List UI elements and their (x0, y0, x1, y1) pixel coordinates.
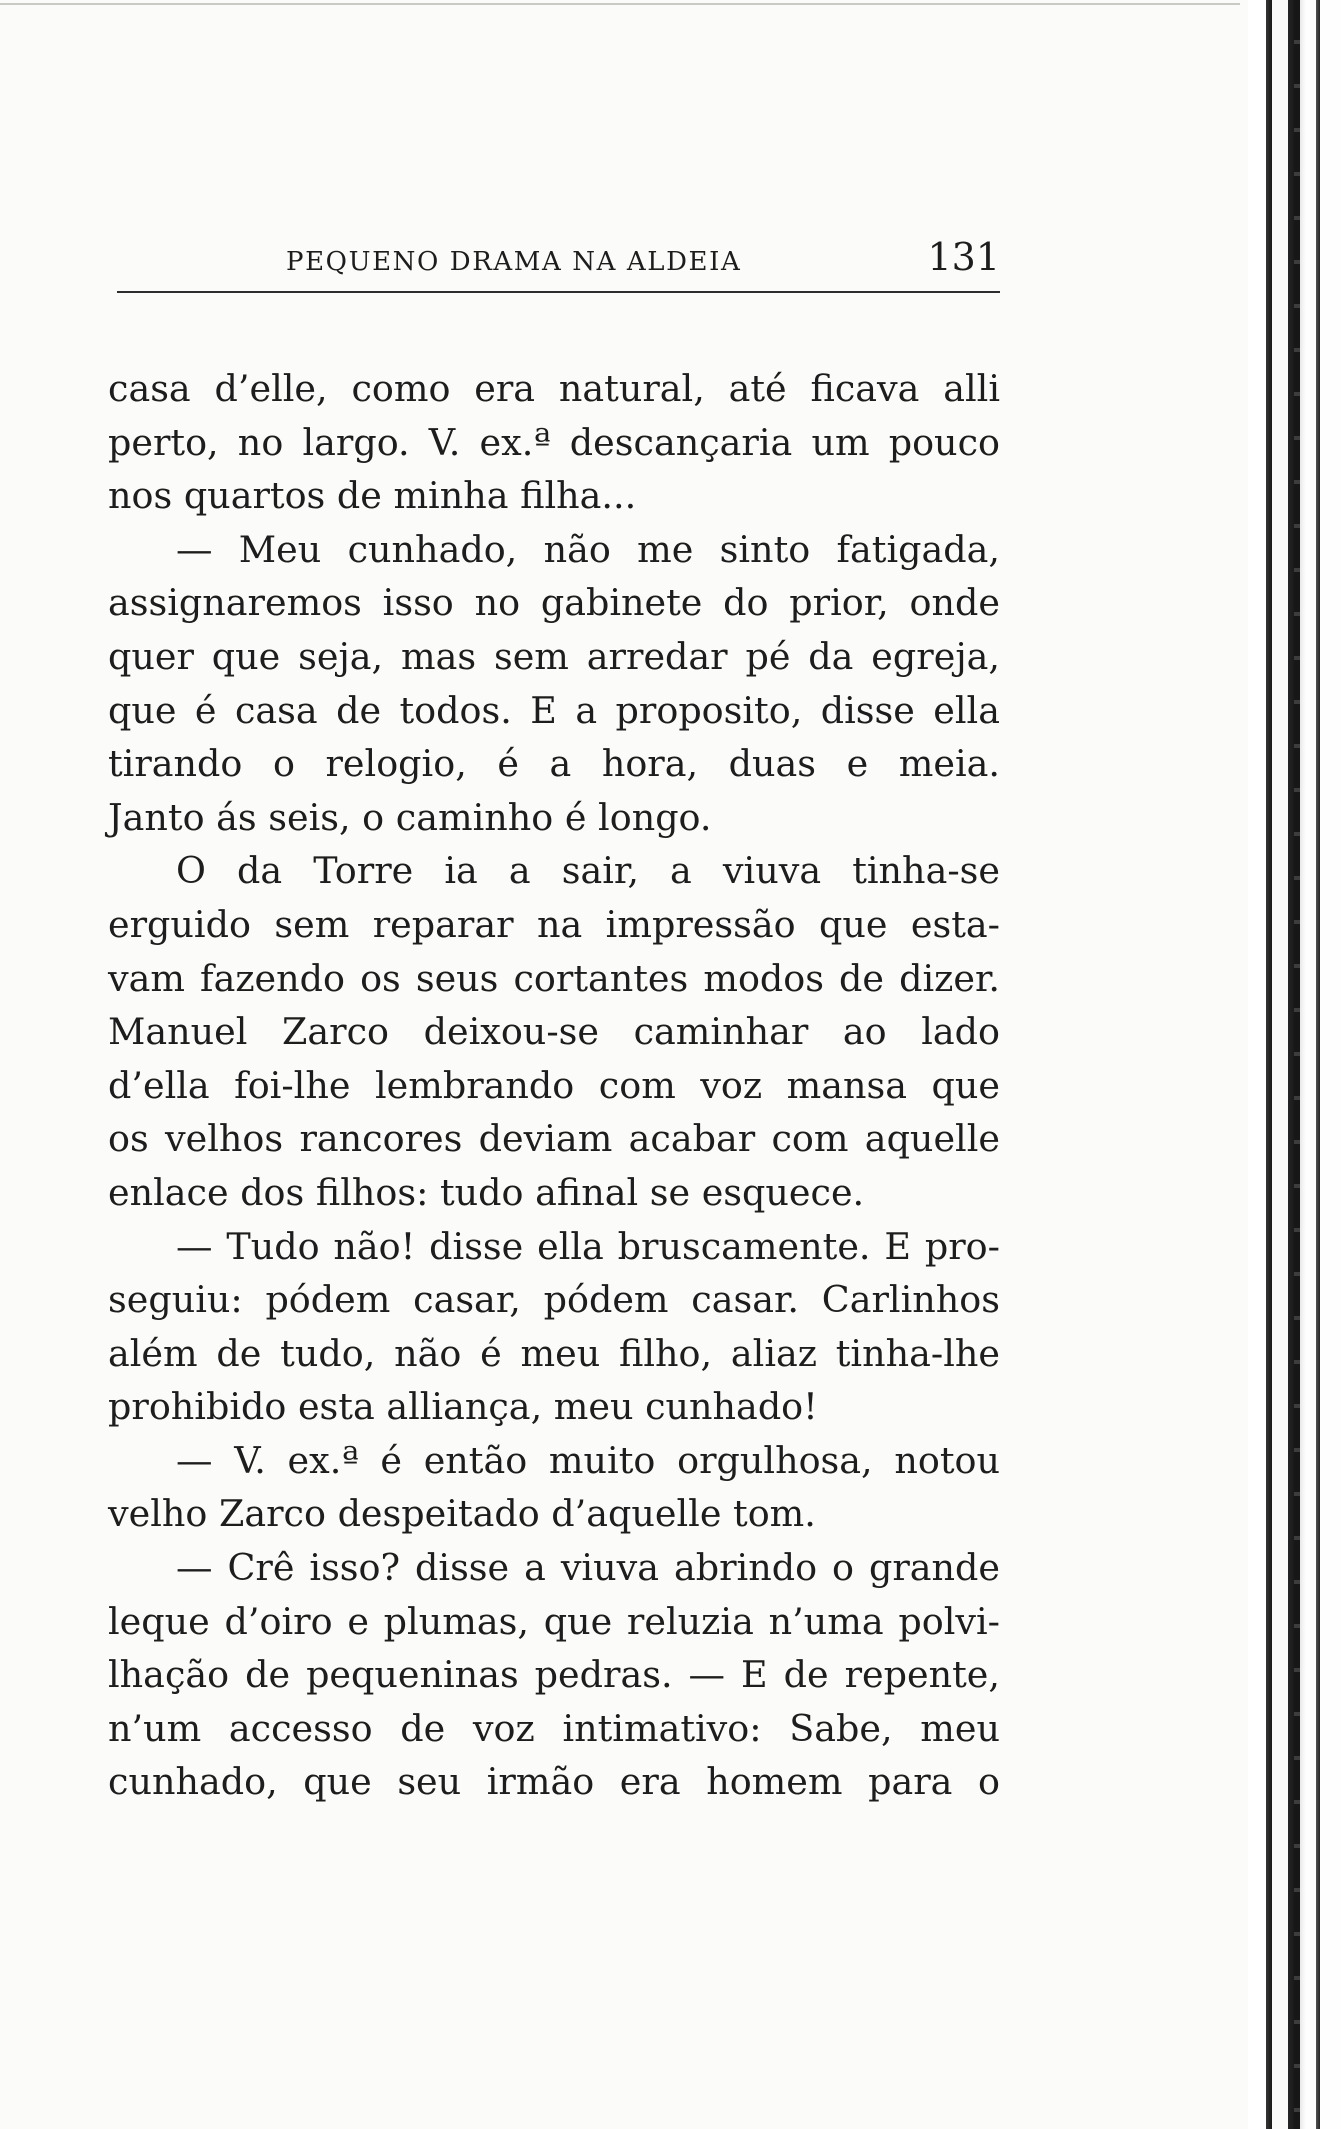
text-line: prohibido esta alliança, meu cunhado! (108, 1385, 818, 1429)
text-line: enlace dos filhos: tudo afinal se esquece. (108, 1170, 865, 1214)
page-edge-shadow (1248, 0, 1341, 2129)
header-rule (117, 291, 1000, 293)
text-line: casa d’elle, como era natural, até ficava alli (108, 367, 1000, 410)
text-line: lhação de pequeninas pedras. — E de repente, (108, 1653, 1000, 1697)
text-line: os velhos rancores deviam acabar com aquelle (108, 1117, 1000, 1161)
page-number: 131 (927, 235, 1000, 279)
text-line: — Tudo não! disse ella bruscamente. E pro- (176, 1224, 1000, 1268)
scan-top-edge (0, 3, 1240, 5)
text-line: Janto ás seis, o caminho é longo. (108, 795, 712, 839)
text-line: perto, no largo. V. ex.ª descançaria um pouco (108, 420, 1000, 464)
text-line: O da Torre ia a sair, a viuva tinha-se (176, 849, 1000, 893)
text-line: — Meu cunhado, não me sinto fatigada, (176, 527, 1000, 571)
body-text (108, 362, 1000, 1809)
text-line: quer que seja, mas sem arredar pé da egreja, (108, 634, 1000, 678)
text-line: tirando o relogio, é a hora, duas e meia. (108, 742, 1000, 786)
running-title: PEQUENO DRAMA NA ALDEIA (286, 247, 742, 277)
text-line: Manuel Zarco deixou-se caminhar ao lado (108, 1010, 1000, 1054)
text-line: que é casa de todos. E a proposito, disse ella (108, 688, 1000, 732)
text-line: — V. ex.ª é então muito orgulhosa, notou (176, 1438, 1000, 1482)
page-header (286, 235, 1000, 287)
text-line: — Crê isso? disse a viuva abrindo o grande (176, 1546, 1000, 1590)
text-line: seguiu: pódem casar, pódem casar. Carlinhos (108, 1278, 1000, 1322)
text-line: cunhado, que seu irmão era homem para o (108, 1760, 1000, 1804)
text-line: velho Zarco despeitado d’aquelle tom. (108, 1492, 816, 1536)
text-line: leque d’oiro e plumas, que reluzia n’uma polvi- (108, 1599, 1000, 1643)
text-line: além de tudo, não é meu filho, aliaz tinha-lhe (108, 1331, 1000, 1375)
text-line: erguido sem reparar na impressão que esta- (108, 902, 1000, 946)
text-line: assignaremos isso no gabinete do prior, onde (108, 581, 1000, 625)
text-line: vam fazendo os seus cortantes modos de dizer. (108, 956, 1000, 1000)
text-line: n’um accesso de voz intimativo: Sabe, meu (108, 1706, 1000, 1750)
text-line: d’ella foi-lhe lembrando com voz mansa que (108, 1063, 1000, 1107)
text-line: nos quartos de minha filha... (108, 474, 637, 518)
